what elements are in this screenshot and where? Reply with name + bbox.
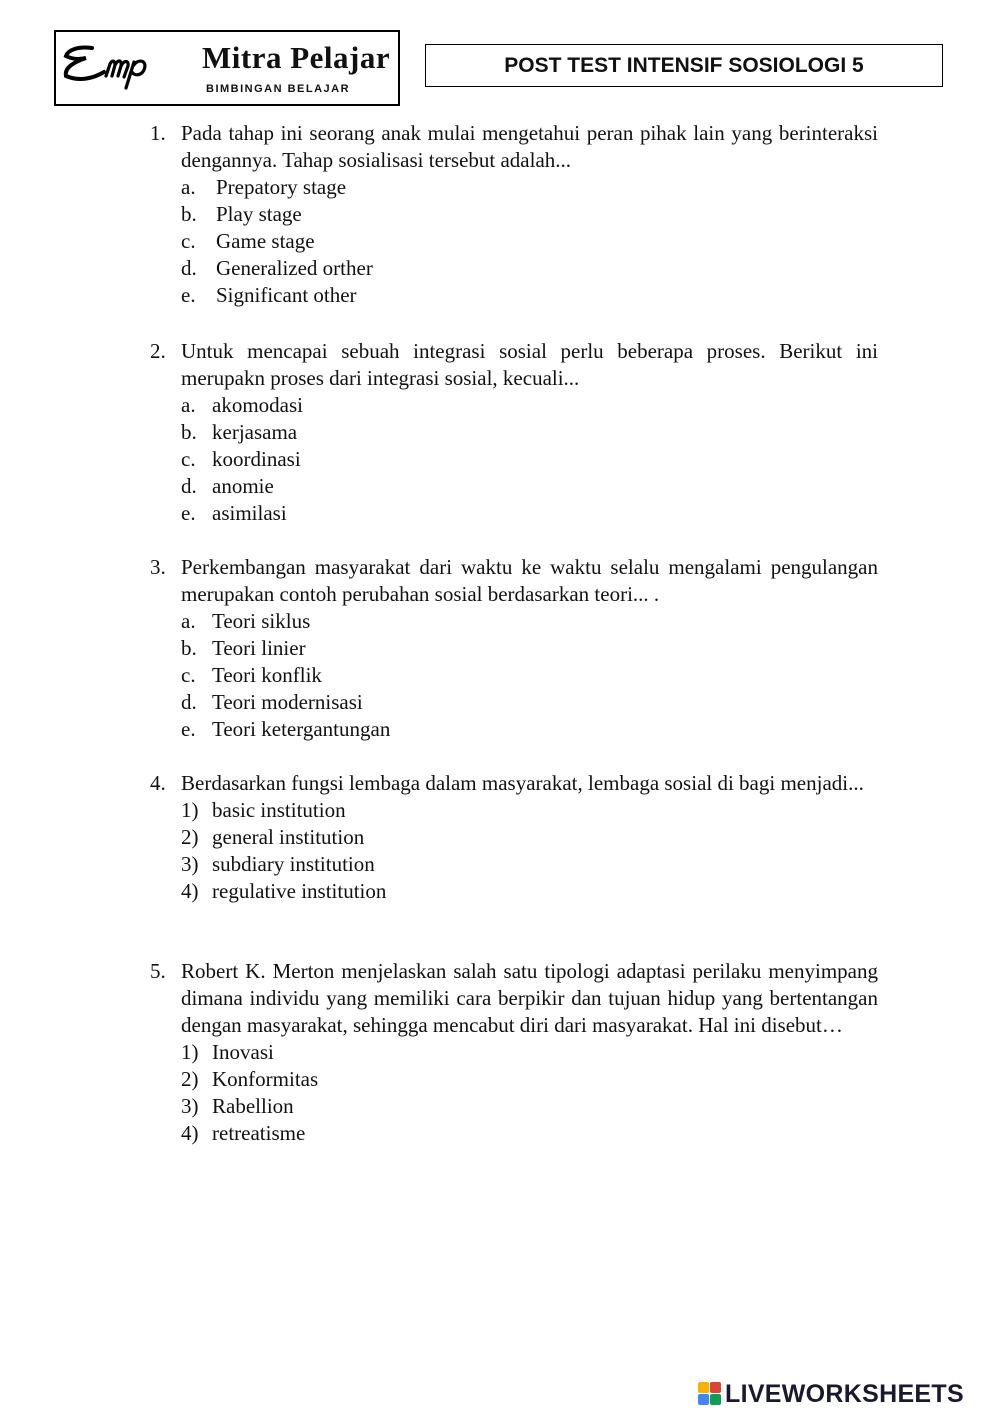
question-3: [150, 554, 878, 743]
question-number: 4.: [150, 771, 166, 795]
option-label: 4): [181, 879, 199, 903]
watermark-text: LIVEWORKSHEETS: [725, 1379, 964, 1408]
logo-name: Mitra Pelajar: [202, 40, 391, 75]
logo-subtitle: BIMBINGAN BELAJAR: [206, 83, 351, 95]
option-label: b.: [181, 202, 197, 226]
answer-option[interactable]: [181, 824, 878, 851]
logo-square: [698, 1382, 709, 1393]
option-text: Teori konflik: [212, 663, 322, 687]
option-label: 3): [181, 1094, 199, 1118]
option-label: e.: [181, 501, 196, 525]
option-text: Game stage: [216, 229, 315, 253]
answer-option[interactable]: [181, 1066, 878, 1093]
answer-option[interactable]: [181, 201, 878, 228]
answer-option[interactable]: [181, 878, 878, 905]
question-2: [150, 338, 878, 527]
option-list: [181, 1039, 878, 1147]
option-text: basic institution: [212, 798, 346, 822]
question-4: [150, 770, 878, 905]
option-label: d.: [181, 256, 197, 280]
answer-option[interactable]: [181, 689, 878, 716]
answer-option[interactable]: [181, 392, 878, 419]
option-label: a.: [181, 609, 196, 633]
answer-option[interactable]: [181, 473, 878, 500]
option-text: Teori linier: [212, 636, 306, 660]
option-label: d.: [181, 690, 197, 714]
question-text: Robert K. Merton menjelaskan salah satu tipologi adaptasi perilaku menyimpang dimana individu yang memiliki cara berpikir dan tujuan hidup yang bertentangan dengan masyarakat, sehingga mencabut diri dari masyarakat. Hal ini disebut…: [181, 959, 878, 1037]
option-text: Teori ketergantungan: [212, 717, 391, 741]
option-label: c.: [181, 663, 196, 687]
option-text: Generalized orther: [216, 256, 373, 280]
option-text: general institution: [212, 825, 365, 849]
answer-option[interactable]: [181, 282, 878, 309]
question-text: Perkembangan masyarakat dari waktu ke waktu selalu mengalami pengulangan merupakan contoh perubahan sosial berdasarkan teori... .: [181, 555, 878, 606]
option-text: anomie: [212, 474, 274, 498]
option-list: [181, 392, 878, 527]
option-label: c.: [181, 229, 196, 253]
answer-option[interactable]: [181, 1120, 878, 1147]
option-text: koordinasi: [212, 447, 301, 471]
option-text: Rabellion: [212, 1094, 294, 1118]
answer-option[interactable]: [181, 1039, 878, 1066]
question-text: Untuk mencapai sebuah integrasi sosial perlu beberapa proses. Berikut ini merupakn proses dari integrasi sosial, kecuali...: [181, 339, 878, 390]
question-number: 5.: [150, 959, 166, 983]
option-text: akomodasi: [212, 393, 303, 417]
answer-option[interactable]: [181, 797, 878, 824]
answer-option[interactable]: [181, 419, 878, 446]
question-5: [150, 958, 878, 1147]
option-label: e.: [181, 717, 196, 741]
answer-option[interactable]: [181, 851, 878, 878]
logo-square: [710, 1394, 721, 1405]
option-text: asimilasi: [212, 501, 287, 525]
answer-option[interactable]: [181, 1093, 878, 1120]
liveworksheets-logo-icon: [698, 1382, 722, 1406]
option-list: [181, 797, 878, 905]
question-number: 3.: [150, 555, 166, 579]
answer-option[interactable]: [181, 500, 878, 527]
question-text: Pada tahap ini seorang anak mulai mengetahui peran pihak lain yang berinteraksi dengannya. Tahap sosialisasi tersebut adalah...: [181, 121, 878, 172]
answer-option[interactable]: [181, 174, 878, 201]
option-label: d.: [181, 474, 197, 498]
answer-option[interactable]: [181, 446, 878, 473]
answer-option[interactable]: [181, 228, 878, 255]
answer-option[interactable]: [181, 255, 878, 282]
option-text: kerjasama: [212, 420, 298, 444]
option-text: subdiary institution: [212, 852, 375, 876]
option-label: 3): [181, 852, 199, 876]
option-label: a.: [181, 175, 196, 199]
option-label: 2): [181, 825, 199, 849]
option-text: Teori modernisasi: [212, 690, 363, 714]
option-text: Inovasi: [212, 1040, 274, 1064]
option-text: Konformitas: [212, 1067, 319, 1091]
option-text: Teori siklus: [212, 609, 311, 633]
option-label: 1): [181, 1040, 199, 1064]
option-text: Prepatory stage: [216, 175, 347, 199]
option-label: b.: [181, 420, 197, 444]
option-label: 1): [181, 798, 199, 822]
option-list: [181, 174, 878, 309]
option-label: 2): [181, 1067, 199, 1091]
option-text: Significant other: [216, 283, 357, 307]
logo-square: [710, 1382, 721, 1393]
emp-logo-mark-icon: [60, 42, 200, 90]
option-label: b.: [181, 636, 197, 660]
option-text: Play stage: [216, 202, 302, 226]
option-label: 4): [181, 1121, 199, 1145]
answer-option[interactable]: [181, 608, 878, 635]
page-title: POST TEST INTENSIF SOSIOLOGI 5: [425, 44, 943, 87]
option-label: c.: [181, 447, 196, 471]
watermark: [698, 1379, 964, 1409]
option-label: e.: [181, 283, 196, 307]
question-number: 2.: [150, 339, 166, 363]
question-text: Berdasarkan fungsi lembaga dalam masyarakat, lembaga sosial di bagi menjadi...: [181, 771, 864, 795]
option-text: regulative institution: [212, 879, 387, 903]
answer-option[interactable]: [181, 716, 878, 743]
logo-square: [698, 1394, 709, 1405]
option-text: retreatisme: [212, 1121, 306, 1145]
logo: [54, 30, 400, 106]
answer-option[interactable]: [181, 635, 878, 662]
answer-option[interactable]: [181, 662, 878, 689]
question-number: 1.: [150, 121, 166, 145]
option-list: [181, 608, 878, 743]
question-1: [150, 120, 878, 309]
option-label: a.: [181, 393, 196, 417]
